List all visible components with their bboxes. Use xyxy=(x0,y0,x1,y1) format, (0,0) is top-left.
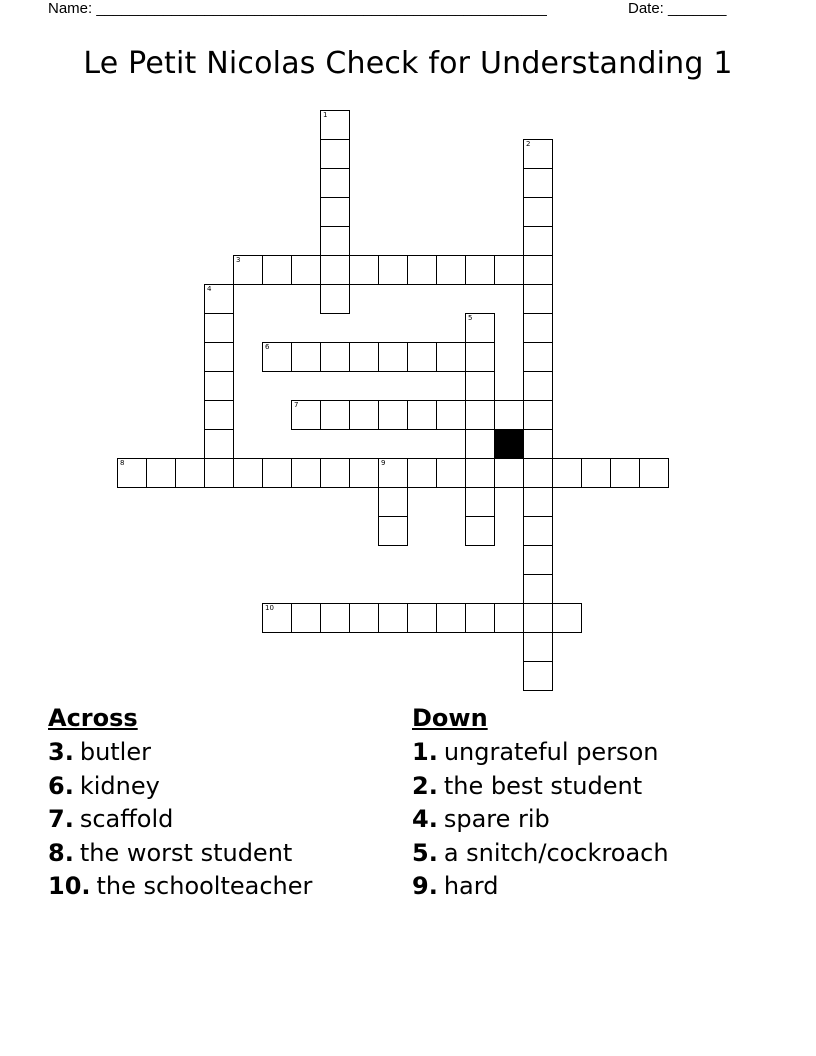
grid-cell[interactable] xyxy=(523,458,553,488)
grid-cell[interactable] xyxy=(552,458,582,488)
cell-number: 10 xyxy=(265,604,274,612)
grid-cell[interactable] xyxy=(320,458,350,488)
clue-text: ungrateful person xyxy=(443,738,659,766)
grid-cell[interactable] xyxy=(523,603,553,633)
clue-text: butler xyxy=(79,738,151,766)
grid-cell[interactable] xyxy=(465,603,495,633)
grid-cell[interactable] xyxy=(523,284,553,314)
grid-cell[interactable] xyxy=(349,400,379,430)
clue-number: 1. xyxy=(412,738,438,766)
clue-text: hard xyxy=(443,872,499,900)
clue-down-2 xyxy=(412,770,669,804)
grid-cell[interactable] xyxy=(523,661,553,691)
cell-number: 7 xyxy=(294,401,299,409)
grid-cell[interactable] xyxy=(291,255,321,285)
date-field-label[interactable]: Date: _______ xyxy=(628,0,727,17)
grid-cell[interactable] xyxy=(233,458,263,488)
grid-cell[interactable] xyxy=(494,400,524,430)
grid-cell[interactable] xyxy=(320,139,350,169)
across-clues xyxy=(48,702,312,904)
page-title: Le Petit Nicolas Check for Understanding 1 xyxy=(83,46,733,81)
grid-cell[interactable] xyxy=(523,516,553,546)
grid-cell[interactable] xyxy=(291,603,321,633)
clue-number: 2. xyxy=(412,771,438,800)
grid-cell[interactable] xyxy=(436,255,466,285)
grid-cell[interactable] xyxy=(523,400,553,430)
grid-cell[interactable] xyxy=(320,342,350,372)
grid-cell[interactable] xyxy=(262,342,292,372)
grid-cell[interactable] xyxy=(175,458,205,488)
grid-cell[interactable] xyxy=(378,516,408,546)
grid-cell[interactable] xyxy=(378,255,408,285)
grid-cell[interactable] xyxy=(494,255,524,285)
grid-cell[interactable] xyxy=(378,458,408,488)
grid-cell[interactable] xyxy=(233,255,263,285)
grid-cell[interactable] xyxy=(523,139,553,169)
clue-down-9 xyxy=(412,870,669,904)
clue-text: a snitch/cockroach xyxy=(443,838,669,867)
grid-cell[interactable] xyxy=(349,255,379,285)
clue-number: 3. xyxy=(48,738,74,766)
grid-cell[interactable] xyxy=(349,603,379,633)
grid-cell[interactable] xyxy=(378,400,408,430)
grid-cell[interactable] xyxy=(204,458,234,488)
grid-cell[interactable] xyxy=(407,603,437,633)
grid-cell[interactable] xyxy=(523,632,553,662)
grid-cell[interactable] xyxy=(291,458,321,488)
grid-cell[interactable] xyxy=(523,342,553,372)
clue-number: 8. xyxy=(48,838,74,867)
grid-cell[interactable] xyxy=(349,458,379,488)
grid-cell[interactable] xyxy=(320,226,350,256)
grid-cell[interactable] xyxy=(523,487,553,517)
clue-down-4 xyxy=(412,803,669,837)
grid-cell[interactable] xyxy=(523,371,553,401)
grid-cell[interactable] xyxy=(465,516,495,546)
cell-number: 2 xyxy=(526,140,531,148)
grid-cell[interactable] xyxy=(436,342,466,372)
across-heading: Across xyxy=(48,704,138,732)
grid-cell[interactable] xyxy=(639,458,669,488)
grid-cell[interactable] xyxy=(494,458,524,488)
grid-cell[interactable] xyxy=(523,429,553,459)
grid-cell[interactable] xyxy=(204,284,234,314)
grid-cell[interactable] xyxy=(407,458,437,488)
grid-cell[interactable] xyxy=(320,255,350,285)
clue-text: the best student xyxy=(443,771,643,800)
grid-cell[interactable] xyxy=(204,400,234,430)
grid-cell[interactable] xyxy=(465,429,495,459)
name-field-label[interactable]: Name: ______________________________________________________ xyxy=(48,0,547,17)
grid-cell[interactable] xyxy=(378,603,408,633)
grid-cell[interactable] xyxy=(523,226,553,256)
clue-down-1 xyxy=(412,736,669,770)
grid-cell[interactable] xyxy=(262,603,292,633)
clue-number: 4. xyxy=(412,805,438,833)
grid-cell[interactable] xyxy=(523,545,553,575)
grid-cell[interactable] xyxy=(436,458,466,488)
down-clues xyxy=(412,702,669,904)
grid-cell[interactable] xyxy=(320,197,350,227)
grid-cell[interactable] xyxy=(320,284,350,314)
grid-cell[interactable] xyxy=(291,342,321,372)
cell-number: 9 xyxy=(381,459,386,467)
grid-cell[interactable] xyxy=(465,342,495,372)
grid-cell[interactable] xyxy=(523,574,553,604)
cell-number: 1 xyxy=(323,111,328,119)
down-heading: Down xyxy=(412,704,488,732)
grid-cell[interactable] xyxy=(436,603,466,633)
grid-cell[interactable] xyxy=(378,342,408,372)
grid-cell[interactable] xyxy=(262,458,292,488)
clue-number: 9. xyxy=(412,872,438,900)
grid-cell[interactable] xyxy=(552,603,582,633)
grid-cell[interactable] xyxy=(407,400,437,430)
clue-text: the worst student xyxy=(79,838,293,867)
grid-cell[interactable] xyxy=(465,487,495,517)
grid-cell[interactable] xyxy=(146,458,176,488)
cell-number: 4 xyxy=(207,285,212,293)
clue-across-7 xyxy=(48,803,312,837)
grid-cell[interactable] xyxy=(465,255,495,285)
clue-number: 7. xyxy=(48,805,74,833)
grid-cell[interactable] xyxy=(204,313,234,343)
grid-cell[interactable] xyxy=(204,371,234,401)
grid-cell[interactable] xyxy=(494,603,524,633)
clue-number: 10. xyxy=(48,872,91,900)
grid-cell[interactable] xyxy=(523,313,553,343)
grid-cell[interactable] xyxy=(407,255,437,285)
grid-cell[interactable] xyxy=(523,197,553,227)
clue-across-10 xyxy=(48,870,312,904)
grid-cell[interactable] xyxy=(407,342,437,372)
grid-cell[interactable] xyxy=(349,342,379,372)
cell-number: 5 xyxy=(468,314,473,322)
clue-text: the schoolteacher xyxy=(96,872,313,900)
grid-cell[interactable] xyxy=(610,458,640,488)
grid-cell[interactable] xyxy=(436,400,466,430)
grid-cell[interactable] xyxy=(262,255,292,285)
grid-cell[interactable] xyxy=(523,168,553,198)
grid-cell[interactable] xyxy=(465,313,495,343)
grid-cell[interactable] xyxy=(320,400,350,430)
clue-number: 6. xyxy=(48,771,74,800)
grid-cell[interactable] xyxy=(204,429,234,459)
cell-number: 3 xyxy=(236,256,241,264)
black-cell xyxy=(494,429,524,459)
grid-cell[interactable] xyxy=(581,458,611,488)
grid-cell[interactable] xyxy=(291,400,321,430)
grid-cell[interactable] xyxy=(465,371,495,401)
grid-cell[interactable] xyxy=(465,458,495,488)
cell-number: 8 xyxy=(120,459,125,467)
clue-text: spare rib xyxy=(443,805,550,833)
clue-across-6 xyxy=(48,770,312,804)
grid-cell[interactable] xyxy=(204,342,234,372)
grid-cell[interactable] xyxy=(320,110,350,140)
clue-across-8 xyxy=(48,837,312,871)
clue-across-3 xyxy=(48,736,312,770)
clue-down-5 xyxy=(412,837,669,871)
grid-cell[interactable] xyxy=(523,255,553,285)
grid-cell[interactable] xyxy=(117,458,147,488)
grid-cell[interactable] xyxy=(378,487,408,517)
clue-text: scaffold xyxy=(79,805,174,833)
grid-cell[interactable] xyxy=(320,603,350,633)
clue-text: kidney xyxy=(79,771,160,800)
cell-number: 6 xyxy=(265,343,270,351)
grid-cell[interactable] xyxy=(465,400,495,430)
clue-number: 5. xyxy=(412,838,438,867)
grid-cell[interactable] xyxy=(320,168,350,198)
